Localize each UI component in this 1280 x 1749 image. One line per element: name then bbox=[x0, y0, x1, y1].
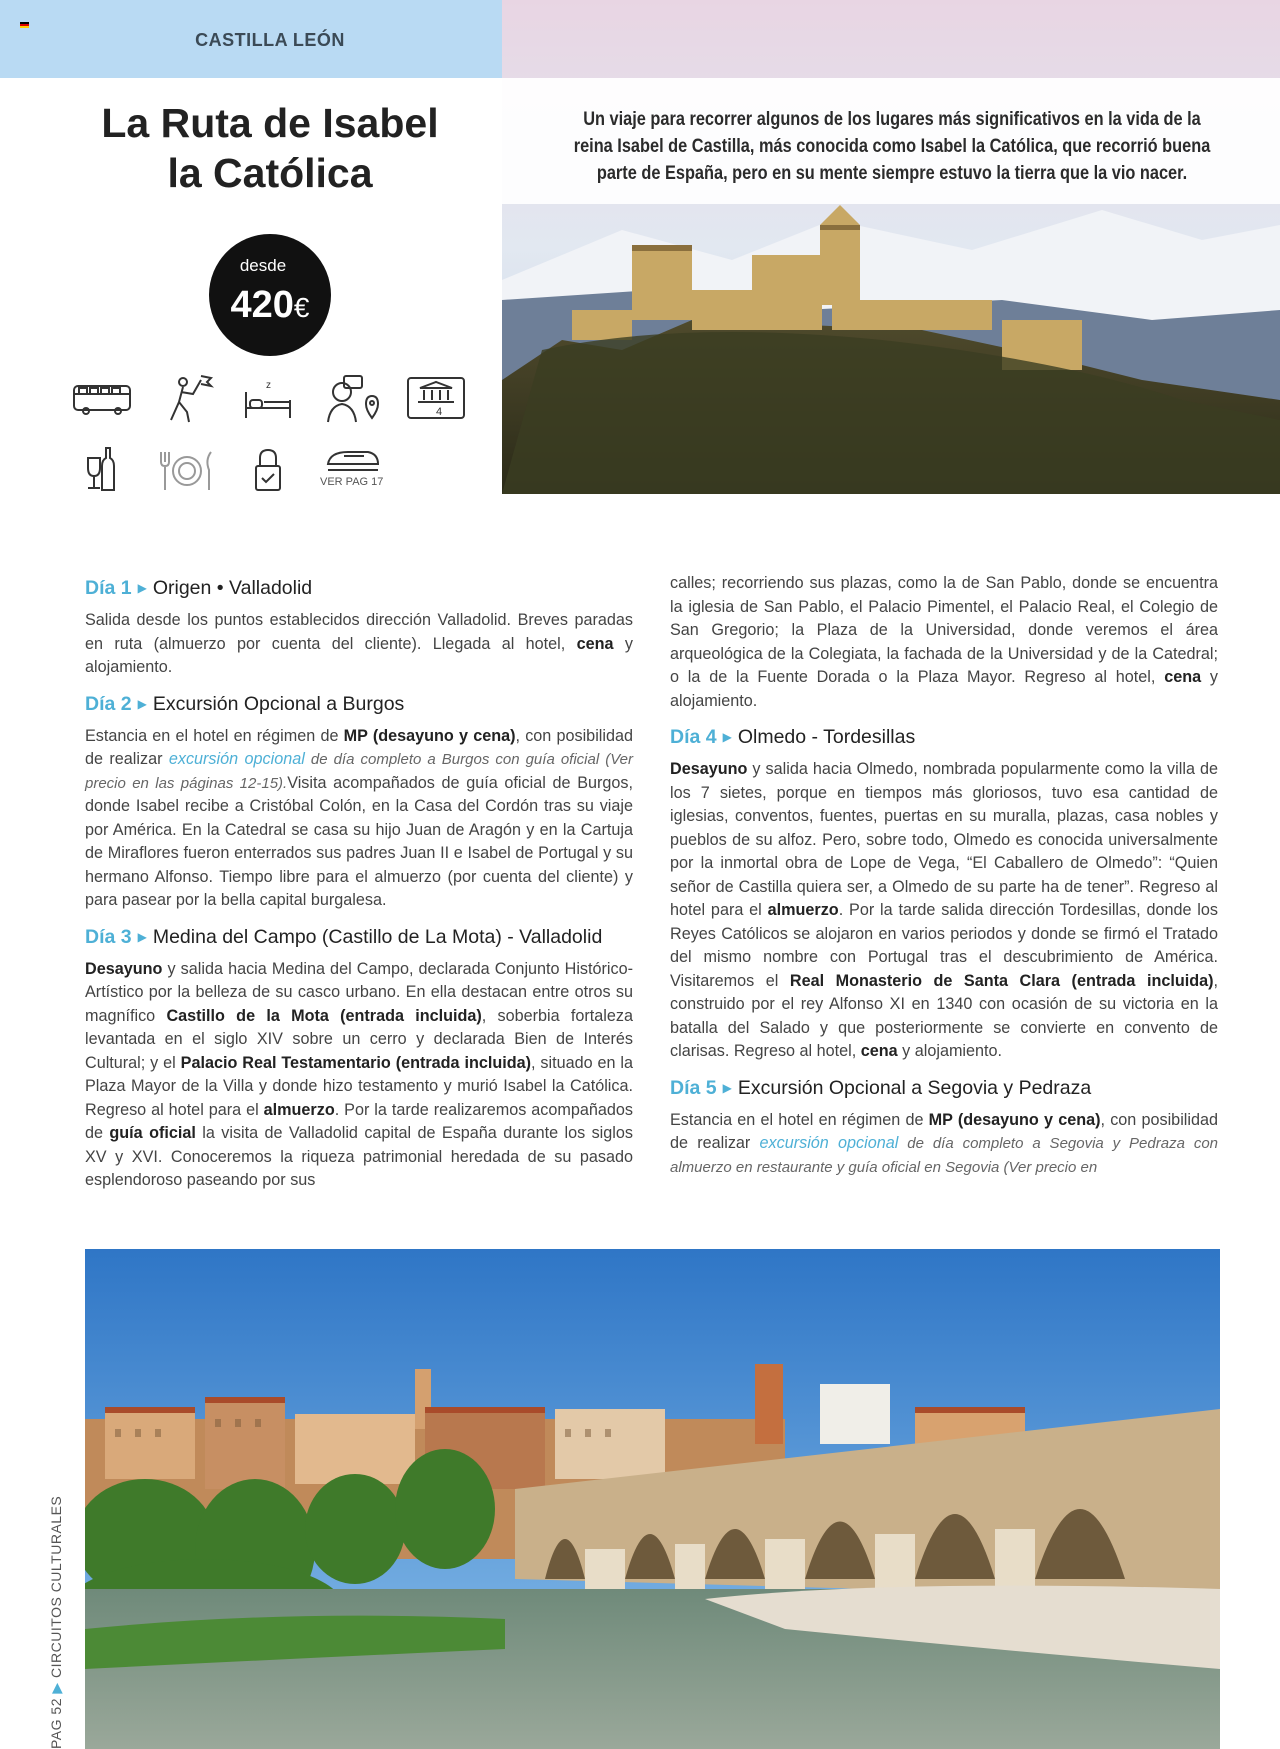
itinerary-left-column bbox=[85, 574, 633, 1203]
hotel-bed-icon bbox=[236, 372, 300, 426]
arrow-icon: ▶ bbox=[48, 1682, 64, 1694]
see-page-label: VER PAG 17 bbox=[320, 476, 384, 488]
day-3-continued: calles; recorriendo sus plazas, como la de San Pablo, donde se encuentra la iglesia de San Pablo, el Palacio Pimentel, el Palacio Real, el Colegio de San Gregorio; la Plaza de la Universidad, donde veremos el área arqueológica de la Colegiata, la fachada de la Universidad y de la Catedral; o la de la Fuente Dorada o la Plaza Mayor. Regreso al hotel, cena y alojamiento. bbox=[670, 574, 1219, 710]
arrow-icon: ▶ bbox=[137, 581, 147, 595]
price-badge bbox=[209, 234, 331, 356]
page-title bbox=[60, 98, 480, 198]
arrow-icon: ▶ bbox=[722, 730, 732, 744]
local-guide-icon bbox=[320, 372, 384, 426]
ticket-number: 4 bbox=[436, 406, 443, 418]
region-label: CASTILLA LEÓN bbox=[195, 30, 345, 50]
itinerary-right-column bbox=[670, 572, 1218, 1189]
arrow-icon: ▶ bbox=[137, 696, 147, 711]
day-number: Día 4 bbox=[670, 726, 717, 748]
day-description: Estancia en el hotel en régimen de MP (desayuno y cena), con posibilidad de realizar excursión opcional de día completo a Burgos con guía oficial (Ver precio en las páginas 12-15).Visita acompañados de guía oficial de Burgos, donde Isabel recibe a Cristóbal Colón, en la Casa del Cordón tras su viaje por América. En la Catedral se casa su hijo Juan de Aragón y en la Cartuja de Miraflores fueron enterrados sus padres Juan II e Isabel de Portugal y su hermano Alfonso. Tiempo libre para el almuerzo (por cuenta del cliente) y para pasear por la bella capital burgalesa. bbox=[85, 726, 634, 909]
optional-excursion-link[interactable]: excursión opcional bbox=[759, 1134, 899, 1152]
title-line-1: La Ruta de Isabel bbox=[101, 100, 439, 146]
price-value bbox=[209, 284, 331, 327]
museum-ticket-icon bbox=[404, 372, 468, 426]
day-number: Día 2 bbox=[85, 692, 132, 715]
day-title: Origen • Valladolid bbox=[152, 577, 313, 599]
day-4 bbox=[670, 723, 1218, 1064]
day-number: Día 3 bbox=[85, 925, 132, 948]
meals-icon bbox=[155, 444, 219, 498]
day-title: Excursión Opcional a Burgos bbox=[152, 692, 405, 715]
day-1 bbox=[85, 574, 633, 680]
day-title: Olmedo - Tordesillas bbox=[737, 726, 916, 748]
price-currency: € bbox=[293, 292, 310, 323]
bus-icon bbox=[70, 372, 134, 426]
page-footer-label bbox=[48, 1496, 65, 1749]
flag-icon bbox=[20, 22, 29, 28]
day-title: Excursión Opcional a Segovia y Pedraza bbox=[737, 1076, 1092, 1099]
intro-text: Un viaje para recorrer algunos de los lugares más significativos en la vida de la reina Isabel de Castilla, más conocida como Isabel la Católica, que recorrió buena parte de España, pero en su mente siempre estuvo la tierra que la vio nacer. bbox=[573, 109, 1211, 184]
day-number: Día 5 bbox=[670, 1076, 717, 1099]
day-5 bbox=[670, 1074, 1218, 1180]
svg-text:z: z bbox=[266, 380, 271, 391]
price-amount: 420 bbox=[230, 284, 294, 326]
arrow-icon: ▶ bbox=[722, 1080, 732, 1095]
day-description: Desayuno y salida hacia Olmedo, nombrada popularmente como la villa de los 7 sietes, porque en tiempos más gloriosos, tuvo esa cantidad de iglesias, conventos, fuentes, puertas en su muralla, plazas, casa nobles y pueblos de su alfoz. Pero, sobre todo, Olmedo es conocida universalmente por la inmortal obra de Lope de Vega, “El Caballero de Olmedo”: “Quien señor de Castilla quiera ser, a Olmedo de su parte ha de tener”. Regreso al hotel para el almuerzo. Por la tarde salida dirección Tordesillas, donde los Reyes Católicos se alojaron en varios periodos y donde se firmó el Tratado del mismo nombre con Portugal tras el descubrimiento de América. Visitaremos el Real Monasterio de Santa Clara (entrada incluida), construido por el rey Alfonso XI en 1340 con ocasión de su victoria en la batalla del Salado y que posteriormente se convierte en convento de clarisas. Regreso al hotel, cena y alojamiento. bbox=[670, 760, 1219, 1060]
day-number: Día 1 bbox=[85, 577, 132, 599]
title-line-2: la Católica bbox=[167, 150, 373, 196]
section-name: CIRCUITOS CULTURALES bbox=[48, 1495, 64, 1678]
tordesillas-bridge-photo bbox=[85, 1249, 1220, 1749]
day-description: Estancia en el hotel en régimen de MP (desayuno y cena), con posibilidad de realizar excursión opcional de día completo a Segovia y Pedraza con almuerzo en restaurante y guía oficial en Segovia (Ver precio en bbox=[670, 1110, 1219, 1176]
optional-excursion-link[interactable]: excursión opcional bbox=[168, 750, 305, 768]
wine-icon bbox=[70, 444, 134, 498]
day-3 bbox=[85, 923, 633, 1193]
guide-icon bbox=[155, 372, 219, 426]
day-title: Medina del Campo (Castillo de La Mota) - Valladolid bbox=[152, 925, 603, 948]
day-description: Salida desde los puntos establecidos dirección Valladolid. Breves paradas en ruta (almuerzo por cuenta del cliente). Llegada al hotel, cena y alojamiento. bbox=[85, 611, 633, 676]
day-description: Desayuno y salida hacia Medina del Campo, declarada Conjunto Histórico-Artístico por la belleza de su casco urbano. En ella destacan entre otros su magnífico Castillo de la Mota (entrada incluida), soberbia fortaleza levantada en el siglo XIV sobre un cerro y declarada Bien de Interés Cultural; y el Palacio Real Testamentario (entrada incluida), situado en la Plaza Mayor de la Villa y donde hizo testamento y murió Isabel la Católica. Regreso al hotel para el almuerzo. Por la tarde realizaremos acompañados de guía oficial la visita de Valladolid capital de España durante los siglos XV y XVI. Conoceremos la riqueza patrimonial heredada de su pasado esplendoroso paseando por sus bbox=[85, 959, 634, 1189]
arrow-icon: ▶ bbox=[137, 929, 147, 944]
price-from-label: desde bbox=[239, 256, 287, 275]
page-number: PAG 52 bbox=[48, 1698, 64, 1749]
castle-photo bbox=[502, 0, 1280, 494]
day-2 bbox=[85, 690, 633, 913]
security-lock-icon bbox=[236, 444, 300, 498]
